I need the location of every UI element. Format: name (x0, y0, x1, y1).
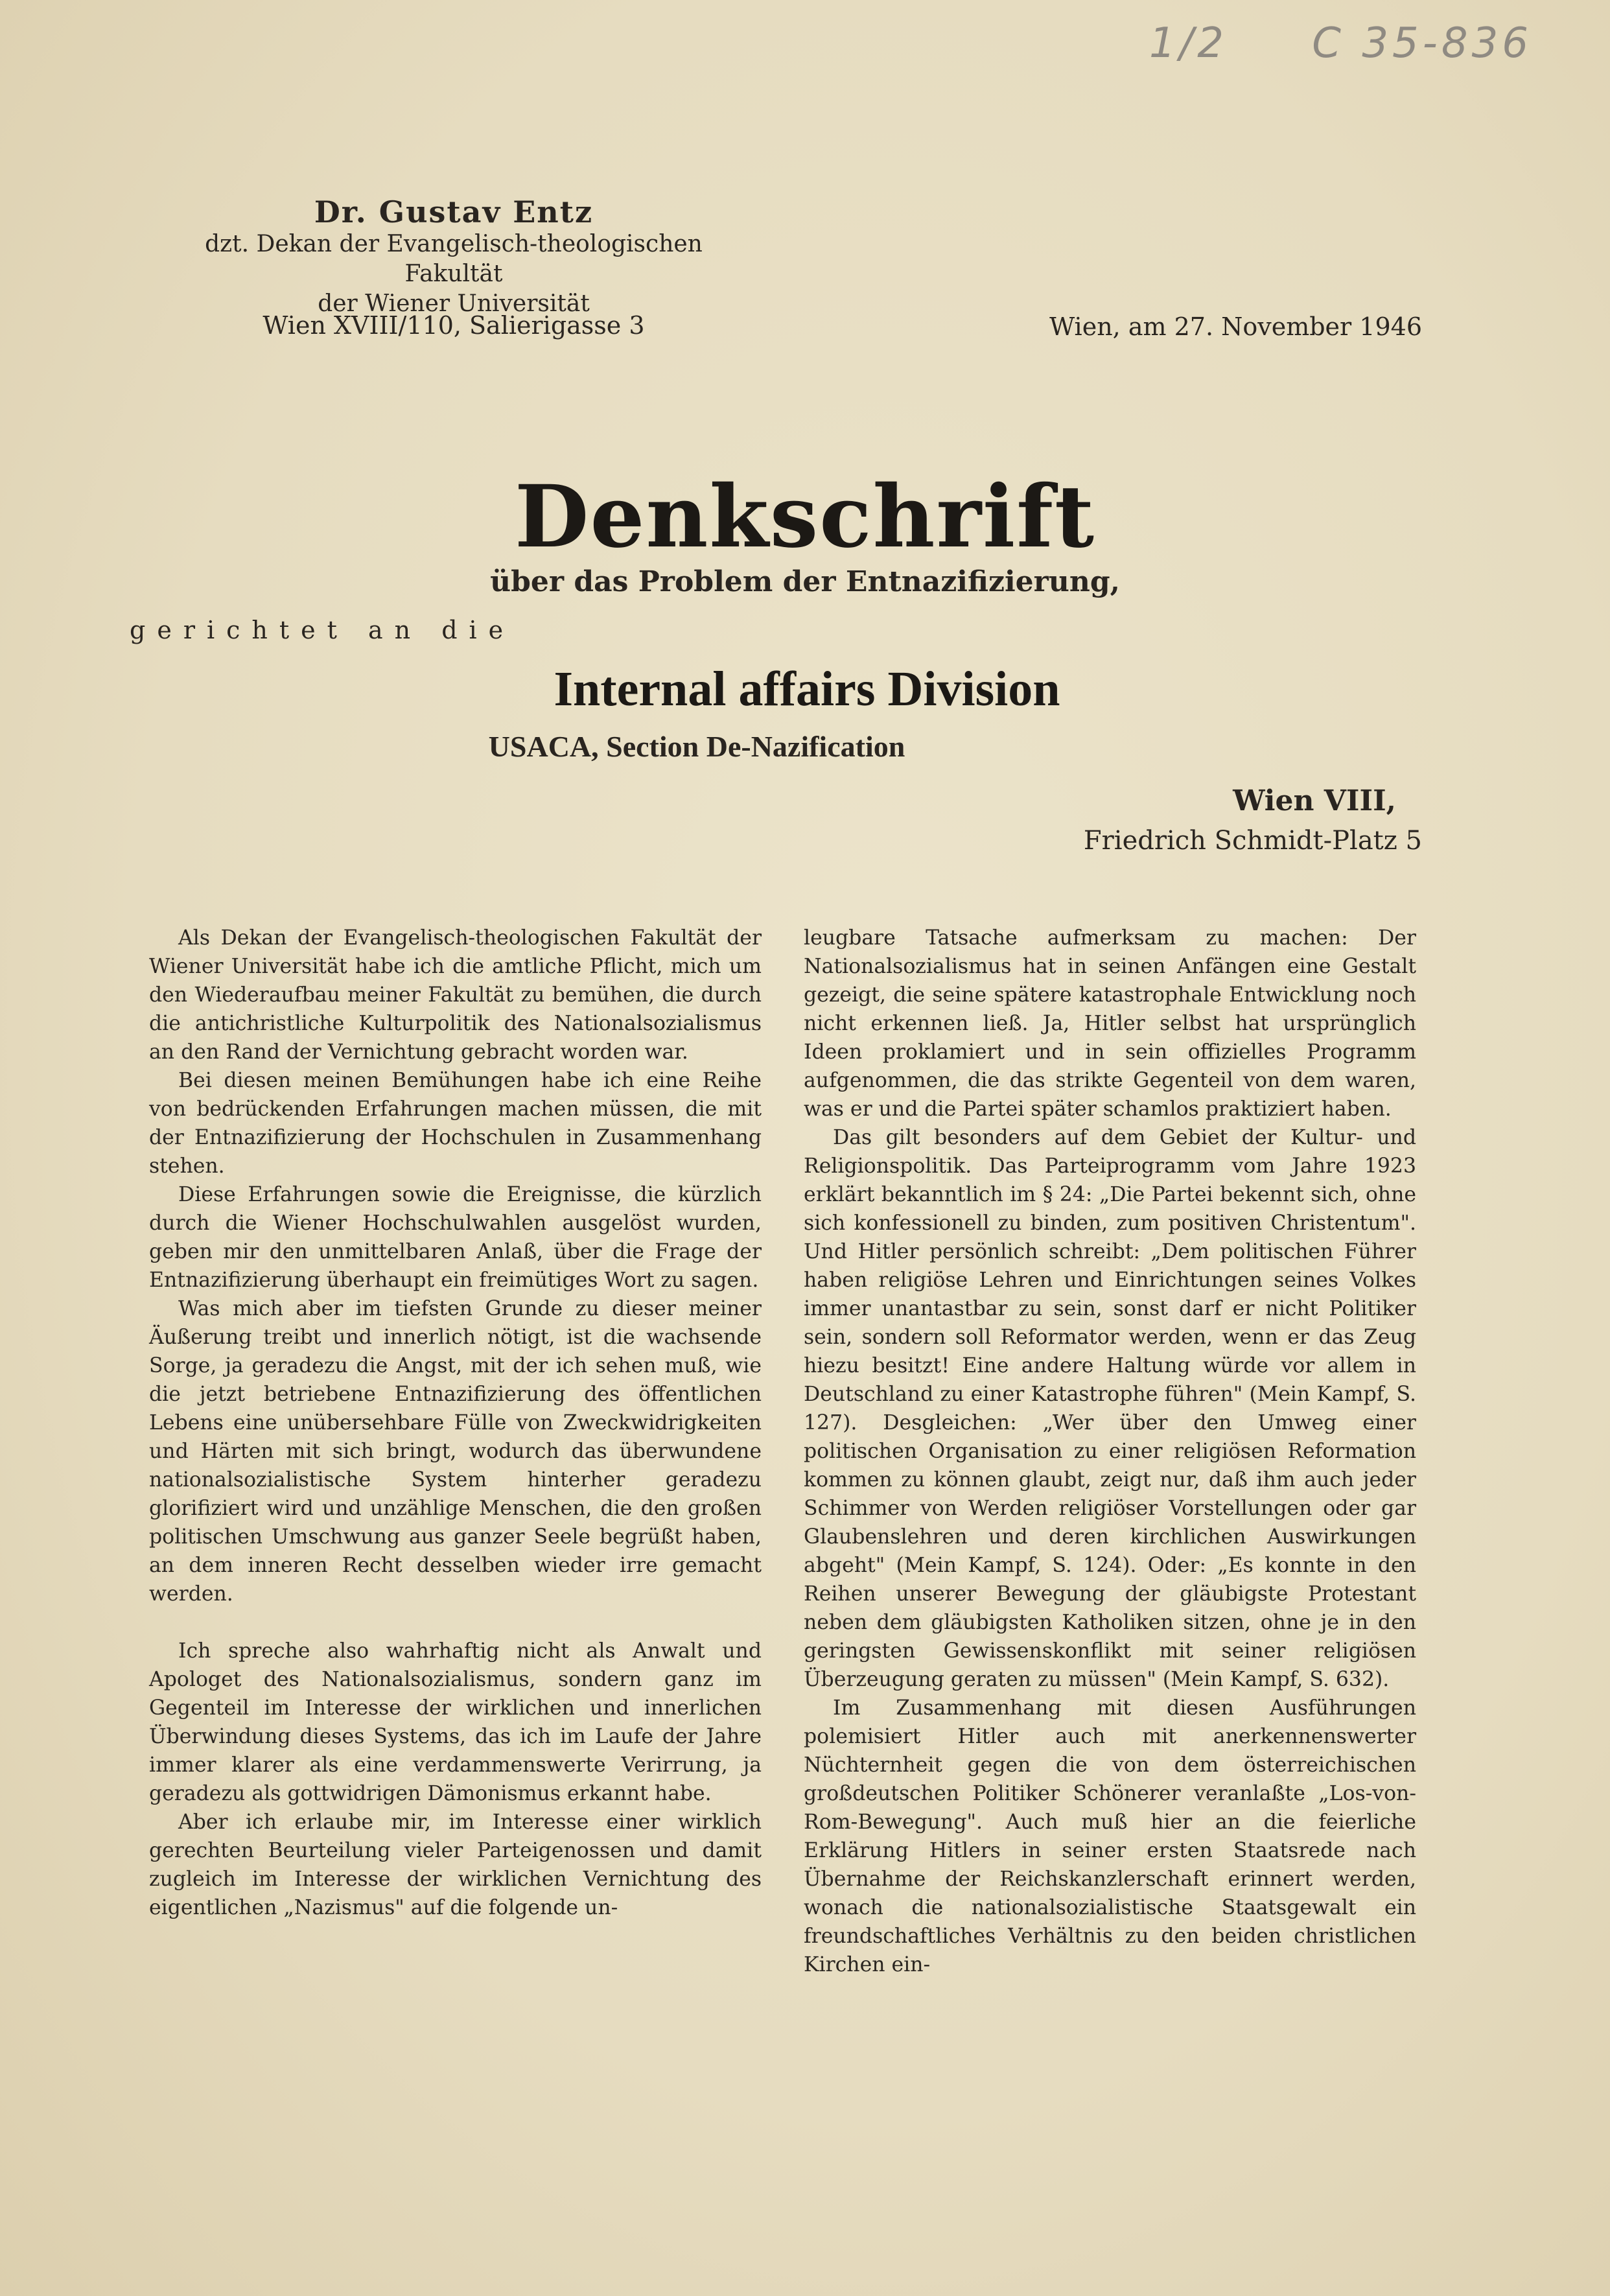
paragraph: Diese Erfahrungen sowie die Ereignisse, die kürzlich durch die Wiener Hochschulwahlen ausgelöst wurden, geben mir den unmittelbaren Anlaß, über die Frage der Entnazifizierung überhaupt ein freimütiges Wort zu sagen. (149, 1183, 762, 1292)
body-column-left (149, 924, 762, 1922)
recipient-name: Internal affairs Division (554, 662, 1060, 716)
recipient-section: USACA, Section De-Nazification (488, 730, 905, 763)
sender-block (162, 194, 745, 340)
letter-date: Wien, am 27. November 1946 (1049, 312, 1422, 341)
paragraph: Ich spreche also wahrhaftig nicht als Anwalt und Apologet des Nationalsozialismus, sondern ganz im Gegenteil im Interesse der wirklichen und innerlichen Überwindung dieses Systems, das ich im Laufe der Jahre immer klarer als eine verdammenswerte Verirrung, ja geradezu als gottwidrigen Dämonismus erkannt habe. (149, 1639, 762, 1805)
sender-title-line1: dzt. Dekan der Evangelisch-theologischen Fakultät (205, 231, 703, 287)
paragraph: Im Zusammenhang mit diesen Ausführungen polemisiert Hitler auch mit anerkennenswerter Nüchternheit gegen die von dem österreichischen großdeutschen Politiker Schönerer veranlaßte „Los-von-Rom-Bewegung". Auch muß hier an die feierliche Erklärung Hitlers in seiner ersten Staatsrede nach Übernahme der Reichskanzlerschaft erinnert werden, wonach die nationalsozialistische Staatsgewalt ein freundschaftliches Verhältnis zu den beiden christlichen Kirchen ein- (804, 1696, 1416, 1976)
recipient-city: Wien VIII, (1233, 784, 1396, 817)
paragraph: Bei diesen meinen Bemühungen habe ich eine Reihe von bedrückenden Erfahrungen machen müssen, die mit der Entnazifizierung der Hochschulen in Zusammenhang stehen. (149, 1069, 762, 1178)
paragraph: Aber ich erlaube mir, im Interesse einer wirklich gerechten Beurteilung vieler Parteigenossen und damit zugleich im Interesse der wirklichen Vernichtung des eigentlichen „Nazismus" auf die folgende un- (149, 1810, 762, 1919)
sender-name: Dr. Gustav Entz (314, 194, 594, 229)
annotation-part: 1/2 (1149, 19, 1228, 67)
paragraph: Das gilt besonders auf dem Gebiet der Kultur- und Religionspolitik. Das Parteiprogramm vom Jahre 1923 erklärt bekanntlich im § 24: „Die Partei bekennt sich, ohne sich konfessionell zu binden, zum positiven Christentum". Und Hitler persönlich schreibt: „Dem politischen Führer haben religiöse Lehren und Einrichtungen seines Volkes immer unantastbar zu sein, sonst darf er nicht Politiker sein, sondern soll Reformator werden, wenn er das Zeug hiezu besitzt! Eine andere Haltung würde vor allem in Deutschland zu einer Katastrophe führen" (Mein Kampf, S. 127). Desgleichen: „Wer über den Umweg einer politischen Organisation zu einer religiösen Reformation kommen zu können glaubt, zeigt nur, daß ihm auch jeder Schimmer von Werden religiöser Vorstellungen oder gar Glaubenslehren und deren kirchlichen Auswirkungen abgeht" (Mein Kampf, S. 124). Oder: „Es konnte in den Reihen unserer Bewegung der gläubigste Protestant neben dem gläubigsten Katholiken sitzen, ohne je in den geringsten Gewissenskonflikt mit seiner religiösen Überzeugung geraten zu müssen" (Mein Kampf, S. 632). (804, 1126, 1416, 1691)
paragraph: leugbare Tatsache aufmerksam zu machen: Der Nationalsozialismus hat in seinen Anfängen eine Gestalt gezeigt, die seine spätere katastrophale Entwicklung noch nicht erkennen ließ. Ja, Hitler selbst hat ursprünglich Ideen proklamiert und in sein offizielles Programm aufgenommen, die das strikte Gegenteil von dem waren, was er und die Partei später schamlos praktiziert haben. (804, 926, 1416, 1121)
annotation-signature: C 35-836 (1312, 19, 1532, 67)
body-column-right (804, 924, 1416, 1979)
sender-title-line2: der Wiener Universität (318, 290, 590, 317)
document-subtitle: über das Problem der Entnazifizierung, (490, 565, 1120, 598)
sender-address: Wien XVIII/110, Salierigasse 3 (262, 311, 645, 340)
paragraph: Als Dekan der Evangelisch-theologischen Fakultät der Wiener Universität habe ich die amtliche Pflicht, mich um den Wiederaufbau meiner Fakultät zu bemühen, die durch die antichristliche Kulturpolitik des Nationalsozialismus an den Rand der Vernichtung gebracht worden war. (149, 926, 762, 1064)
recipient-street: Friedrich Schmidt-Platz 5 (1083, 826, 1422, 856)
document-title: Denkschrift (515, 467, 1095, 567)
addressed-to: gerichtet an die (130, 616, 515, 644)
paragraph: Was mich aber im tiefsten Grunde zu dieser meiner Äußerung treibt und innerlich nötigt, ist die wachsende Sorge, ja geradezu die Angst, mit der ich sehen muß, wie die jetzt betriebene Entnazifizierung des öffentlichen Lebens eine unübersehbare Fülle von Zweckwidrigkeiten und Härten mit sich bringt, wodurch das überwundene nationalsozialistische System hinterher geradezu glorifiziert wird und unzählige Menschen, die den großen politischen Umschwung aus ganzer Seele begrüßt haben, an dem inneren Recht desselben wieder irre gemacht werden. (149, 1297, 762, 1606)
